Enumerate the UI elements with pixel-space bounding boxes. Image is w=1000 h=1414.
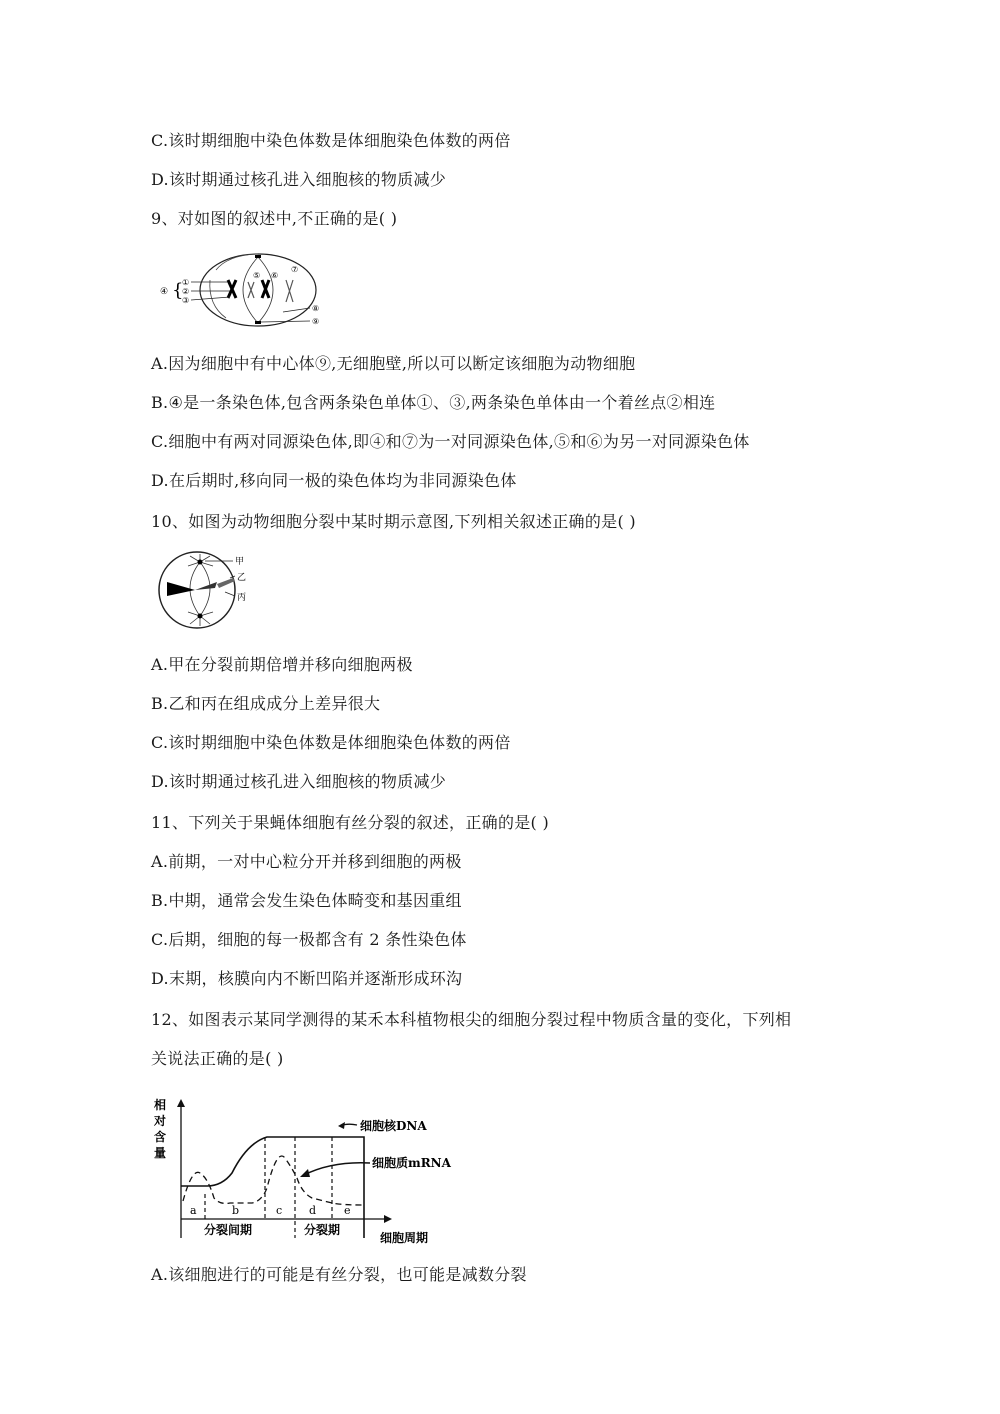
legend-cytoplasm-mrna: 细胞质mRNA [372,1156,451,1170]
q12-stem-line1: 12、如图表示某同学测得的某禾本科植物根尖的细胞分裂过程中物质含量的变化，下列相 [151,1010,792,1029]
q9-option-b: B.④是一条染色体,包含两条染色单体①、③,两条染色单体由一个着丝点②相连 [151,393,716,412]
q10-option-c: C.该时期细胞中染色体数是体细胞染色体数的两倍 [151,733,511,752]
svg-text:⑨: ⑨ [312,317,320,326]
svg-text:⑥: ⑥ [271,271,279,280]
svg-text:乙: 乙 [237,573,247,583]
q10-option-d: D.该时期通过核孔进入细胞核的物质减少 [151,772,447,791]
svg-text:③: ③ [182,296,190,305]
q12-chart [152,1093,482,1248]
x-axis-label: 细胞周期 [380,1231,429,1245]
q10-option-a: A.甲在分裂前期倍增并移向细胞两极 [151,655,413,674]
q10-option-b: B.乙和丙在组成成分上差异很大 [151,694,381,713]
svg-text:②: ② [182,287,190,296]
q11-option-a: A.前期，一对中心粒分开并移到细胞的两极 [151,852,462,871]
q10-stem: 10、如图为动物细胞分裂中某时期示意图,下列相关叙述正确的是( ) [151,512,636,531]
q9-option-c: C.细胞中有两对同源染色体,即④和⑦为一对同源染色体,⑤和⑥为另一对同源染色体 [151,432,750,451]
q12-option-a: A.该细胞进行的可能是有丝分裂，也可能是减数分裂 [151,1265,527,1284]
q10-cell-diagram [155,548,255,633]
q12-stem-line2: 关说法正确的是( ) [151,1049,284,1068]
q9-cell-diagram [158,250,333,335]
svg-text:含: 含 [154,1130,167,1144]
svg-text:④: ④ [160,287,169,297]
prev-option-d: D.该时期通过核孔进入细胞核的物质减少 [151,170,447,189]
svg-text:对: 对 [154,1114,167,1128]
svg-text:丙: 丙 [237,593,247,603]
svg-text:量: 量 [154,1146,167,1160]
svg-text:甲: 甲 [235,557,245,567]
y-axis-label: 相 [154,1098,167,1112]
prev-option-c: C.该时期细胞中染色体数是体细胞染色体数的两倍 [151,131,511,150]
q11-option-d: D.末期，核膜向内不断凹陷并逐渐形成环沟 [151,969,463,988]
svg-text:①: ① [182,278,190,287]
q9-option-d: D.在后期时,移向同一极的染色体均为非同源染色体 [151,471,517,490]
svg-text:{: { [172,280,184,301]
svg-text:⑧: ⑧ [312,304,320,313]
svg-text:⑤: ⑤ [253,271,261,280]
phase-c: c [276,1204,283,1217]
legend-nuclear-dna: 细胞核DNA [360,1119,427,1133]
q11-option-b: B.中期，通常会发生染色体畸变和基因重组 [151,891,462,910]
division-phase-label: 分裂期 [304,1223,341,1237]
q11-option-c: C.后期，细胞的每一极都含有 2 条性染色体 [151,930,467,949]
q9-option-a: A.因为细胞中有中心体⑨,无细胞壁,所以可以断定该细胞为动物细胞 [151,354,636,373]
q9-stem: 9、对如图的叙述中,不正确的是( ) [151,209,398,228]
phase-b: b [232,1204,240,1217]
svg-text:⑦: ⑦ [291,265,299,274]
q11-stem: 11、下列关于果蝇体细胞有丝分裂的叙述，正确的是( ) [151,813,550,832]
interphase-label: 分裂间期 [204,1223,253,1237]
phase-a: a [190,1204,197,1217]
phase-d: d [309,1204,317,1217]
phase-e: e [344,1204,351,1217]
